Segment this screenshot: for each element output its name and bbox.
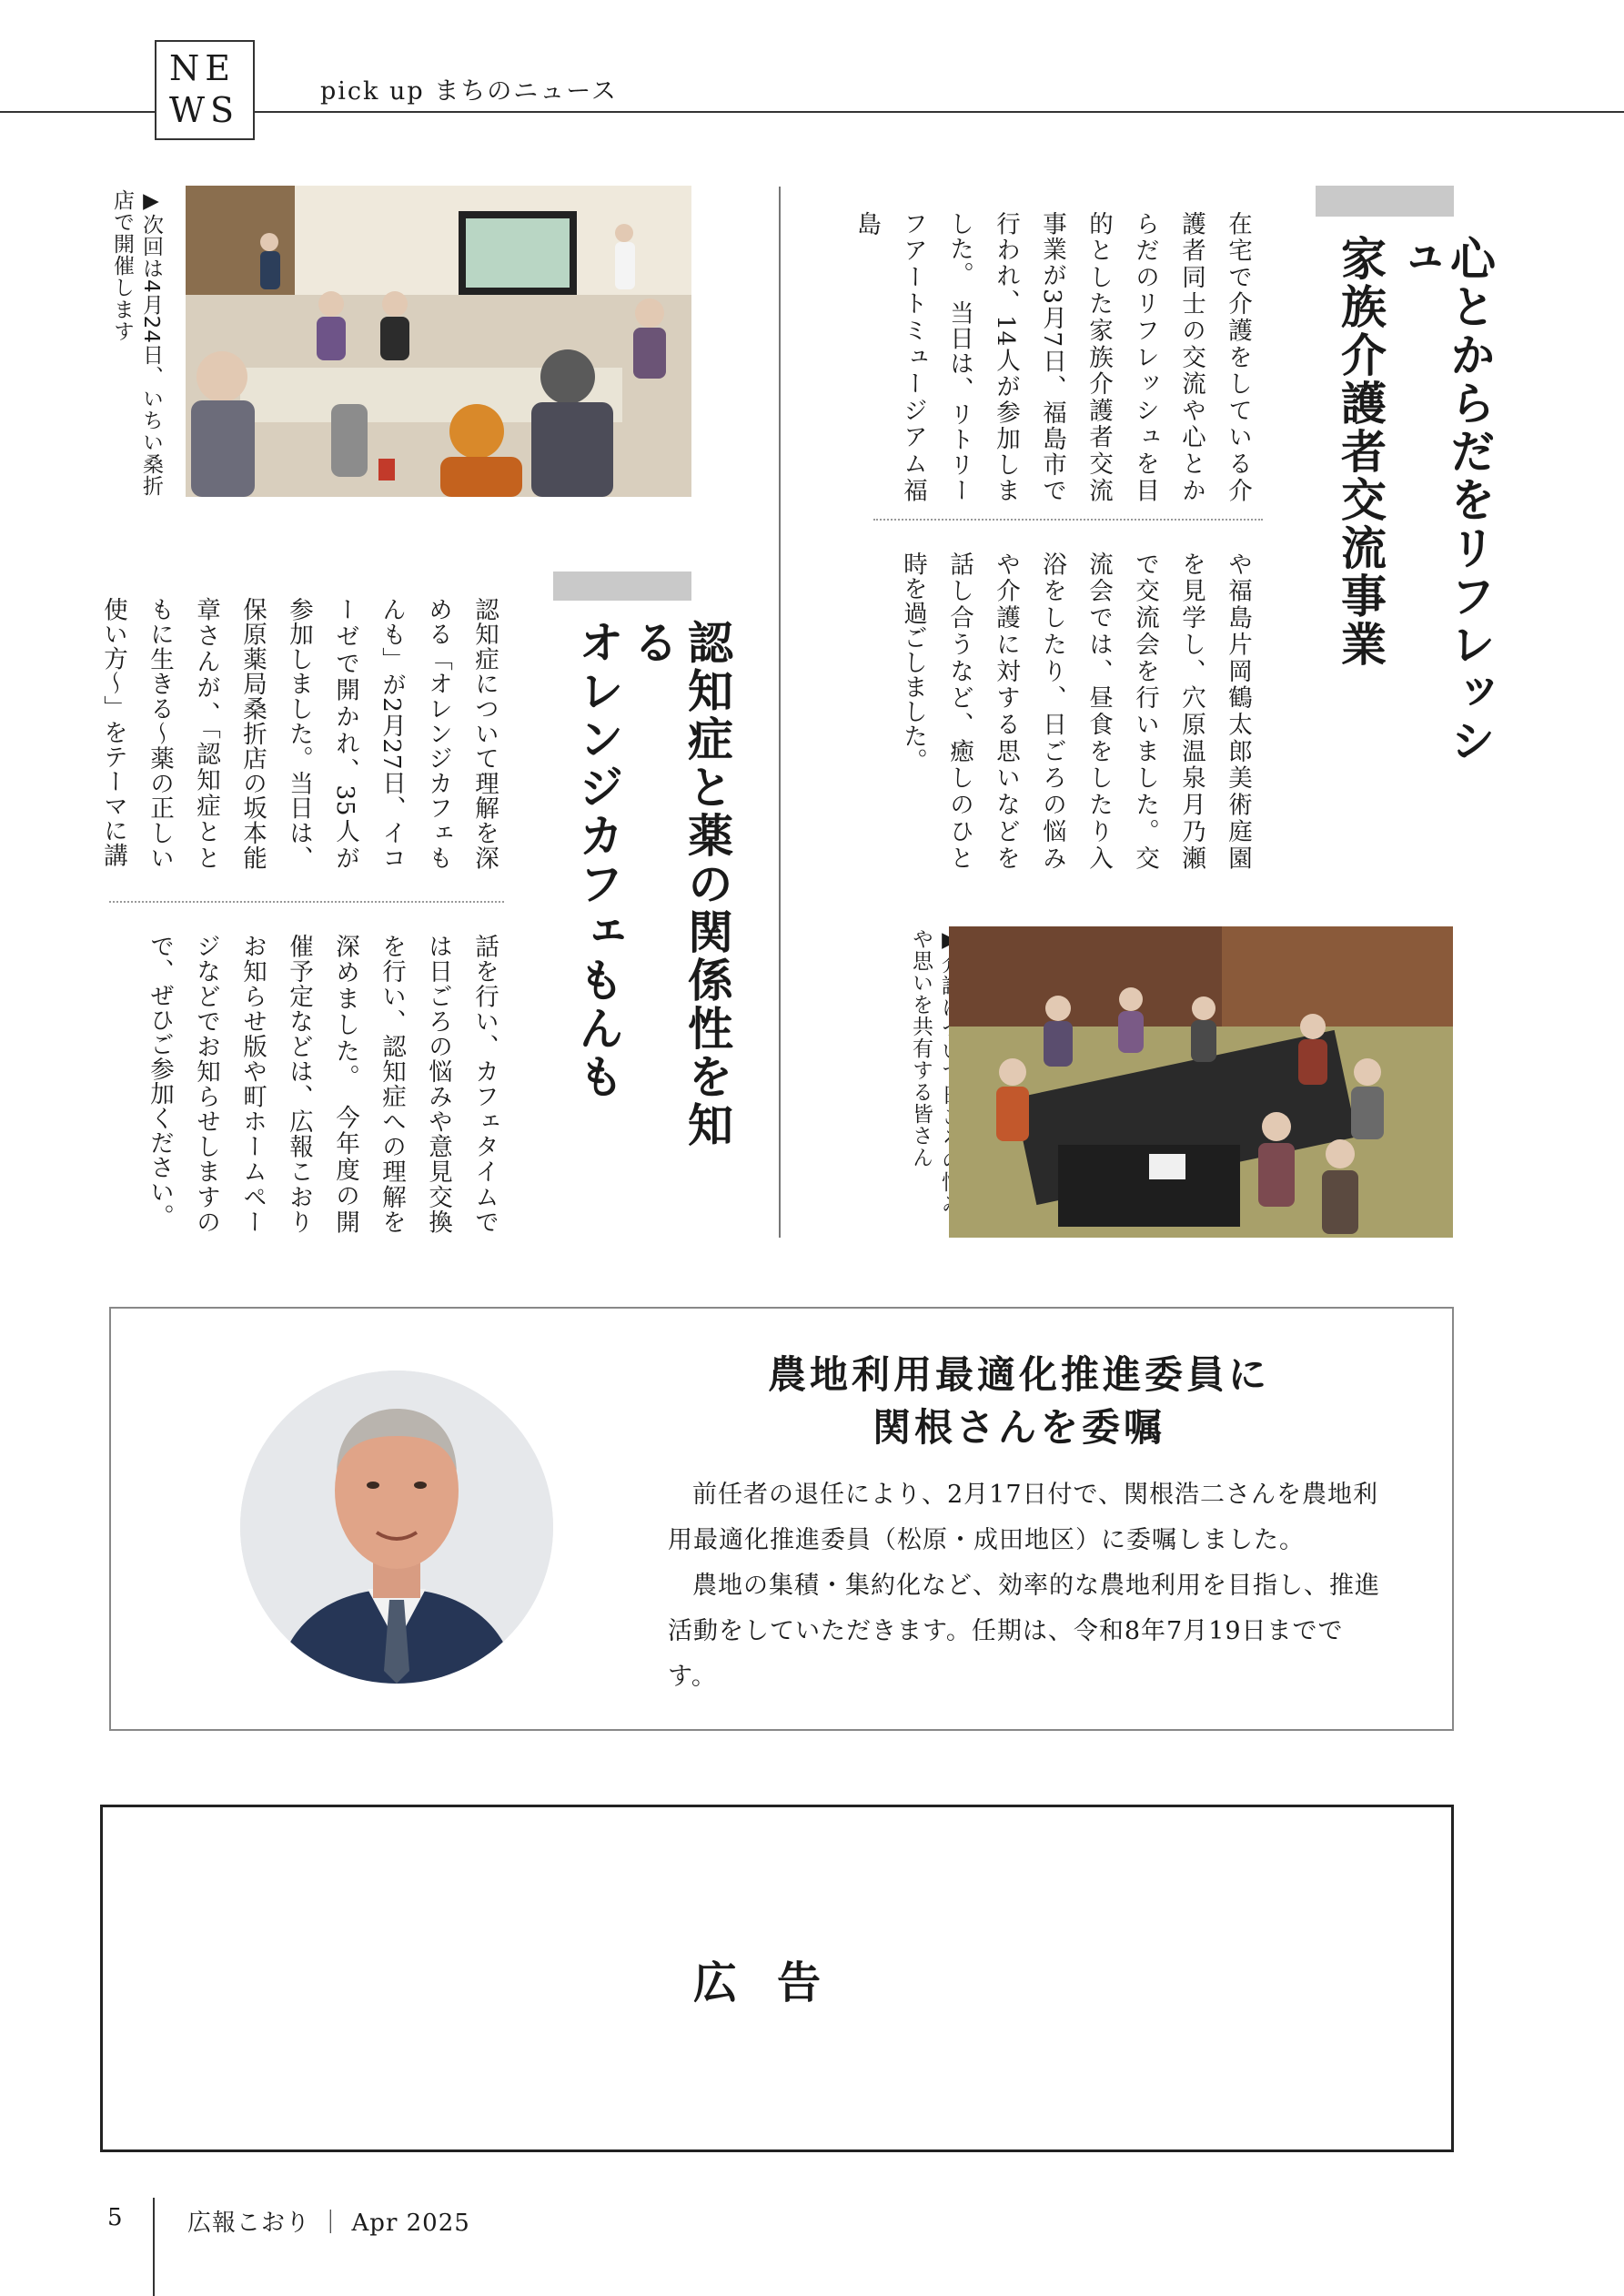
article2-photo [186, 186, 691, 497]
article1-photo [949, 926, 1453, 1238]
article2-title-line1: 認知症と薬の関係性を知る [626, 619, 734, 1149]
appointment-title [710, 1349, 1328, 1454]
appointment-title-line2: 関根さんを委嘱 [872, 1405, 1165, 1450]
appointment-title-line1: 農地利用最適化推進委員に [767, 1352, 1270, 1397]
page-number: 5 [107, 2204, 123, 2231]
article2-title [570, 619, 734, 1183]
tatami-room-meeting-photo [949, 926, 1453, 1238]
article1-body-upper: 在宅で介護をしている介護者同士の交流や心とからだのリフレッシュを目的とした家族介護者交流事業が3月7日、福島市で行われ、14人が参加しました。 当日は、リトリーフアートミュージアム福島 [852, 211, 1252, 502]
appointment-body [668, 1472, 1381, 1700]
article2-body-lower: 話を行い、カフェタイムでは日ごろの悩みや意見交換を行い、認知症への理解を深めました。 今年度の開催予定などは、広報こおりお知らせ版や町ホームページなどでお知らせしますので、ぜひご参加ください。 [146, 934, 499, 1234]
article1-caption: や思いを共有する皆さん [909, 928, 933, 1168]
article2-divider [109, 901, 504, 903]
article2-title-tag [553, 571, 691, 601]
news-logo-line1: NE [169, 48, 236, 88]
article1-title-line2: 家族介護者交流事業 [1334, 235, 1387, 669]
article1-title-line1: 心とからだをリフレッシュ [1388, 235, 1497, 765]
portrait-of-appointee [240, 1371, 553, 1684]
news-logo [155, 40, 255, 140]
publication-info: 広報こおり ｜ Apr 2025 [187, 2210, 470, 2237]
article2-title-line2: オレンジカフェもんも [571, 619, 625, 1101]
cafe-seminar-photo [186, 186, 691, 497]
portrait-photo [240, 1371, 553, 1684]
footer-rule [153, 2198, 155, 2296]
article1-divider [873, 519, 1263, 521]
appointment-paragraph-2: 農地の集積・集約化など、効率的な農地利用を目指し、推進活動をしていただきます。任期は、令和8年7月19日までです。 [668, 1572, 1380, 1691]
news-logo-line2: WS [169, 90, 240, 130]
article2-caption: ▶次回は4月24日、いちい桑折店で開催します [110, 189, 163, 497]
article1-title-tag [1316, 186, 1454, 217]
section-label: pick up まちのニュース [320, 77, 618, 106]
appointment-paragraph-1: 前任者の退任により、2月17日付で、関根浩二さんを農地利用最適化推進委員（松原・成田地区）に委嘱しました。 [668, 1481, 1378, 1554]
article2-body-upper: 認知症について理解を深める「オレンジカフェもんも」が2月27日、イコーゼで開かれ、35人が参加しました。当日は、保原薬局桑折店の坂本能章さんが、「認知症とともに生きる〜薬の正しい使い方〜」をテーマに講 [99, 597, 499, 870]
article1-title [1333, 235, 1497, 781]
column-divider [779, 187, 781, 1238]
advertisement-label: 広告 [692, 1957, 861, 2008]
article1-body-lower: や福島片岡鶴太郎美術庭園を見学し、穴原温泉月乃瀬で交流会を行いました。交流会では、昼食をしたり入浴をしたり、日ごろの悩みや介護に対する思いなどを話し合うなど、癒しのひと時を過ごしました。 [899, 551, 1252, 870]
